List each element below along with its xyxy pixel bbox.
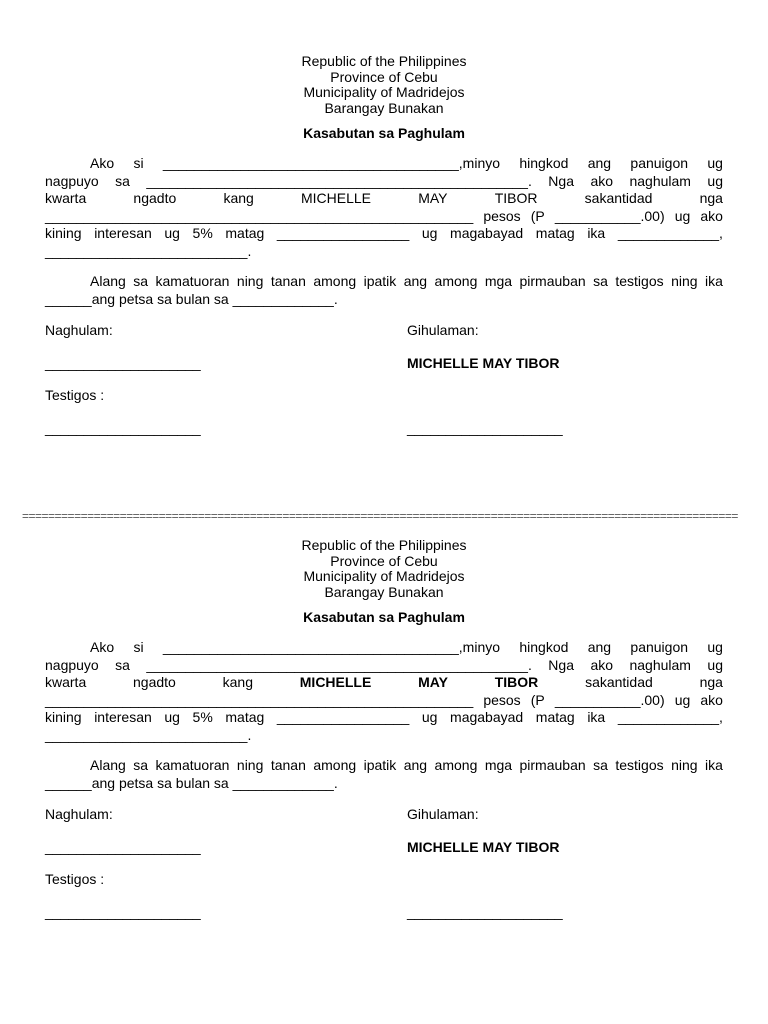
word: pesos <box>483 207 521 224</box>
word: pesos <box>483 691 521 708</box>
text-line <box>45 155 723 173</box>
word: Ako <box>90 639 115 655</box>
word: MICHELLE <box>300 190 372 206</box>
word: sakantidad <box>585 674 653 690</box>
text-line <box>45 243 723 261</box>
word: sakantidad <box>584 190 653 206</box>
word: ug <box>164 225 180 241</box>
lender-label: Gihulaman: <box>407 322 479 338</box>
word: _________________________________________________. <box>146 172 532 189</box>
word: ngadto <box>133 674 176 690</box>
word: panuigon <box>630 639 689 655</box>
word: kwarta <box>45 190 87 206</box>
word: ug <box>421 709 438 725</box>
text-line <box>45 692 723 710</box>
letterhead <box>45 54 723 116</box>
text-line <box>45 757 723 775</box>
word: magabayad <box>450 225 524 241</box>
word: pirmauban <box>519 273 586 289</box>
word: ning <box>671 757 698 773</box>
word: ako <box>590 172 614 189</box>
loan-agreement-form-bottom <box>45 538 723 921</box>
word: ug <box>707 656 723 673</box>
letterhead-line: Province of Cebu <box>330 68 438 85</box>
word: tanan <box>270 757 306 773</box>
word: sa <box>133 757 149 773</box>
word: ug <box>674 207 691 224</box>
word: ako <box>700 691 723 708</box>
word: interesan <box>94 709 152 725</box>
word: _________________ <box>276 709 410 725</box>
word: ______ang petsa sa bulan sa _____________. <box>45 774 338 791</box>
word: among <box>313 757 357 773</box>
borrower-signature-line: ____________________ <box>45 838 201 855</box>
word: matag <box>225 225 265 241</box>
word: matag <box>225 709 265 725</box>
word: naghulam <box>629 656 691 673</box>
word: 5% <box>192 709 213 725</box>
word: ______________________________________,minyo <box>162 639 501 655</box>
word: Ako <box>90 155 115 171</box>
word: nagpuyo <box>45 172 99 189</box>
word: sa <box>593 757 608 773</box>
word: _____________, <box>617 709 723 725</box>
word: Nga <box>548 172 574 189</box>
text-line <box>45 173 723 191</box>
text-line <box>45 208 723 226</box>
word: si <box>133 639 144 655</box>
word: ning <box>236 273 264 289</box>
signature-row <box>45 355 723 373</box>
word: ang <box>403 273 428 289</box>
word: ako <box>590 656 614 673</box>
borrower-label: Naghulam: <box>45 322 113 338</box>
text-line <box>45 775 723 793</box>
letterhead-line: Barangay Bunakan <box>324 99 444 116</box>
word: pirmauban <box>519 757 586 773</box>
word: ika <box>587 709 606 725</box>
word: matag <box>535 709 575 725</box>
word: kamatuoran <box>155 273 230 289</box>
text-line <box>45 291 723 309</box>
word: _________________________________________________. <box>146 656 532 673</box>
word: __________________________. <box>45 726 252 743</box>
letterhead-line: Barangay Bunakan <box>324 583 444 600</box>
text-line <box>45 657 723 675</box>
word: among <box>434 757 478 773</box>
word: kwarta <box>45 674 87 690</box>
word: ______________________________________,minyo <box>162 155 501 171</box>
loan-agreement-form-top <box>45 54 723 437</box>
word: nga <box>699 190 723 206</box>
word: si <box>133 155 144 171</box>
witness-label: Testigos : <box>45 871 105 887</box>
word: ang <box>587 155 612 171</box>
lender-name: MICHELLE MAY TIBOR <box>407 838 560 855</box>
letterhead-line: Municipality of Madridejos <box>303 568 465 584</box>
word: __________________________. <box>45 242 252 259</box>
word: _______________________________________________________ <box>45 207 474 224</box>
letterhead-line: Province of Cebu <box>330 552 438 569</box>
document-title: Kasabutan sa Paghulam <box>303 609 465 625</box>
witness-signature-line-2: ____________________ <box>407 419 563 436</box>
letterhead-line: Republic of the Philippines <box>301 53 467 69</box>
signature-row <box>45 871 723 889</box>
word: _______________________________________________________ <box>45 691 474 708</box>
word: panuigon <box>630 155 689 171</box>
word: sa <box>133 273 149 289</box>
signature-row <box>45 904 723 922</box>
word: MAY <box>418 190 448 206</box>
word: ______ang petsa sa bulan sa _____________. <box>45 290 338 307</box>
document-title: Kasabutan sa Paghulam <box>303 125 465 141</box>
word: ug <box>707 639 723 655</box>
word: sa <box>593 273 608 289</box>
word: TIBOR <box>494 190 538 206</box>
word: mga <box>484 273 513 289</box>
word: ang <box>403 757 428 773</box>
word: ___________.00) <box>554 691 665 708</box>
word: MICHELLE <box>299 674 372 690</box>
word: _________________ <box>276 225 410 241</box>
witness-signature-line-1: ____________________ <box>45 903 201 920</box>
paragraph <box>45 155 723 260</box>
word: Nga <box>548 656 574 673</box>
paragraph <box>45 273 723 308</box>
word: Alang <box>90 757 126 773</box>
word: ako <box>700 207 723 224</box>
word: ___________.00) <box>554 207 665 224</box>
witness-label: Testigos : <box>45 387 105 403</box>
signature-row <box>45 420 723 438</box>
word: kining <box>45 709 82 725</box>
word: ika <box>704 273 723 289</box>
text-line <box>45 674 723 692</box>
paragraph <box>45 757 723 792</box>
word: (P <box>530 207 545 224</box>
word: ipatik <box>363 273 397 289</box>
word: tanan <box>270 273 306 289</box>
word: testigos <box>615 757 664 773</box>
form-separator: ============================================================================================================== <box>22 509 738 523</box>
word: Alang <box>90 273 126 289</box>
word: ang <box>587 639 612 655</box>
word: nga <box>699 674 723 690</box>
word: among <box>434 273 478 289</box>
word: sa <box>115 656 130 673</box>
signature-row <box>45 322 723 340</box>
word: among <box>313 273 357 289</box>
signature-row <box>45 806 723 824</box>
word: ug <box>164 709 180 725</box>
borrower-signature-line: ____________________ <box>45 354 201 371</box>
word: TIBOR <box>494 674 539 690</box>
word: hingkod <box>519 155 569 171</box>
witness-signature-line-1: ____________________ <box>45 419 201 436</box>
word: matag <box>535 225 575 241</box>
signature-row <box>45 387 723 405</box>
word: kamatuoran <box>155 757 230 773</box>
lender-name: MICHELLE MAY TIBOR <box>407 354 560 371</box>
word: ug <box>707 172 723 189</box>
word: magabayad <box>450 709 524 725</box>
word: ngadto <box>133 190 177 206</box>
signature-row <box>45 839 723 857</box>
word: _____________, <box>617 225 723 241</box>
word: ika <box>704 757 723 773</box>
text-line <box>45 709 723 727</box>
lender-label: Gihulaman: <box>407 806 479 822</box>
word: ika <box>587 225 606 241</box>
word: naghulam <box>629 172 691 189</box>
word: 5% <box>192 225 213 241</box>
word: kang <box>222 674 253 690</box>
text-line <box>45 273 723 291</box>
word: nagpuyo <box>45 656 99 673</box>
word: kining <box>45 225 82 241</box>
word: interesan <box>94 225 152 241</box>
word: ning <box>236 757 264 773</box>
letterhead-line: Municipality of Madridejos <box>303 84 465 100</box>
text-line <box>45 727 723 745</box>
paragraph <box>45 639 723 744</box>
witness-signature-line-2: ____________________ <box>407 903 563 920</box>
text-line <box>45 639 723 657</box>
word: (P <box>530 691 545 708</box>
borrower-label: Naghulam: <box>45 806 113 822</box>
letterhead <box>45 538 723 600</box>
word: ug <box>674 691 691 708</box>
word: sa <box>115 172 130 189</box>
text-line <box>45 225 723 243</box>
word: ning <box>671 273 698 289</box>
word: hingkod <box>519 639 569 655</box>
word: ug <box>421 225 438 241</box>
word: ipatik <box>363 757 397 773</box>
word: mga <box>484 757 513 773</box>
word: MAY <box>418 674 448 690</box>
letterhead-line: Republic of the Philippines <box>301 537 467 553</box>
word: kang <box>223 190 254 206</box>
word: testigos <box>615 273 664 289</box>
word: ug <box>707 155 723 171</box>
text-line <box>45 190 723 208</box>
